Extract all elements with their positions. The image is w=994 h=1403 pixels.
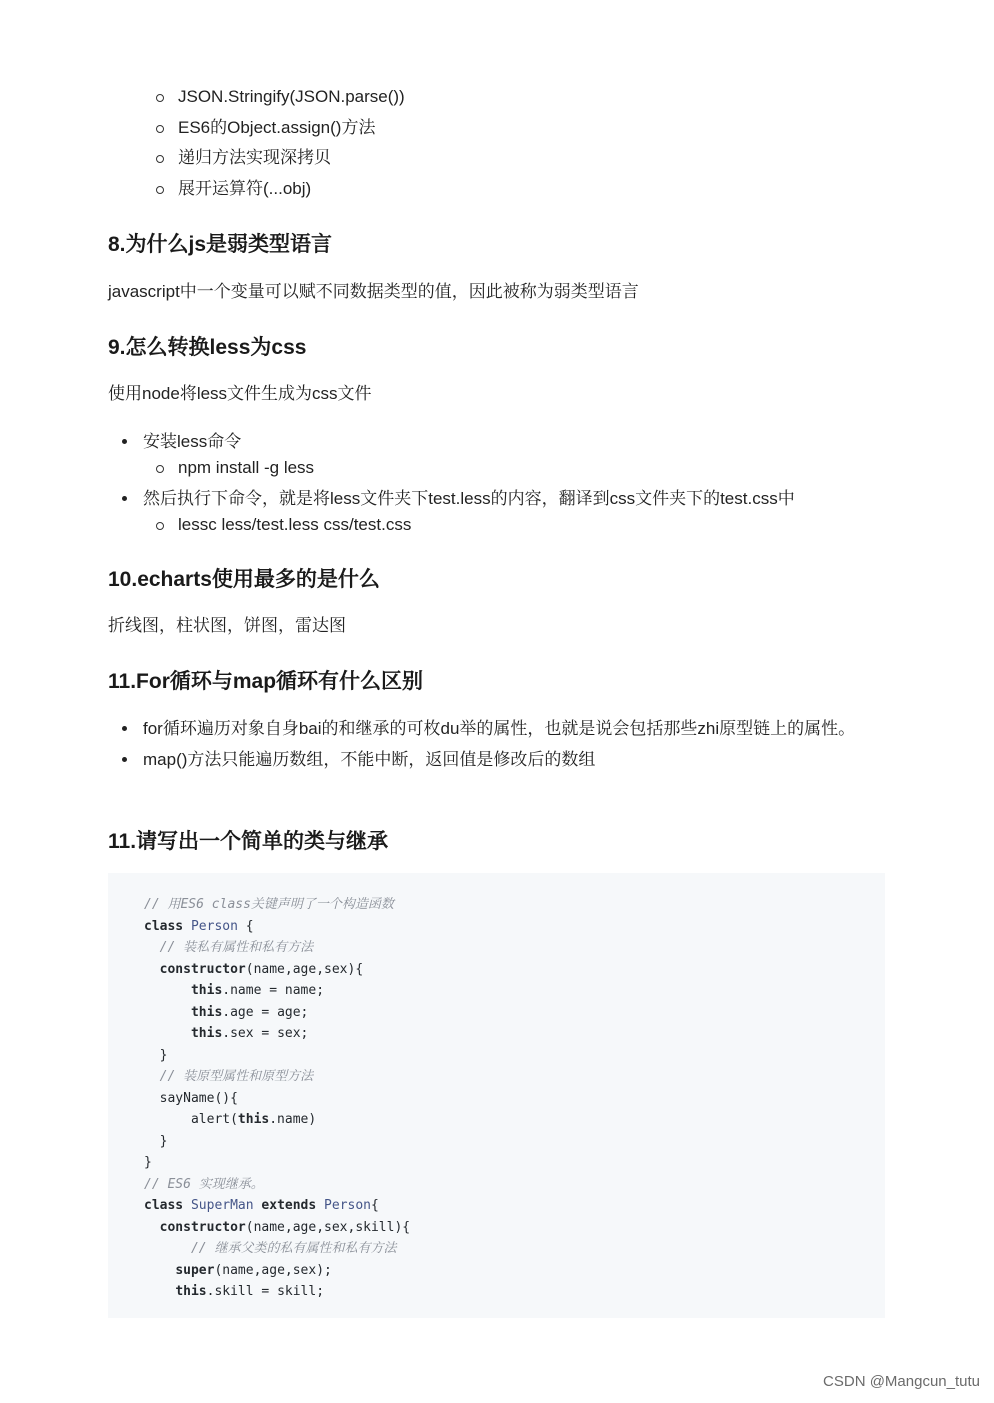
section-9-bullets [108,428,888,538]
code-token: (name,age,sex,skill){ [245,1219,411,1235]
code-line [144,1066,885,1088]
code-token: // 装私有属性和私有方法 [144,940,314,955]
watermark: CSDN @Mangcun_tutu [823,1373,980,1390]
code-line [144,1260,885,1282]
code-token: class [144,1198,184,1213]
section-8-text: javascript中一个变量可以赋不同数据类型的值，因此被称为弱类型语言 [108,282,639,301]
code-token [183,919,191,934]
list-item: for循环遍历对象自身bai的和继承的可枚du举的属性，也就是说会包括那些zhi原型链上的属性。 [108,715,868,742]
code-token: extends [261,1198,317,1213]
code-line [144,1174,885,1196]
section-11a-heading: 11.For循环与map循环有什么区别 [108,670,424,693]
list-item: 递归方法实现深拷贝 [108,143,888,174]
section-11b-heading: 11.请写出一个简单的类与继承 [108,830,389,853]
code-token: this [190,1004,223,1020]
nested-list [143,455,888,481]
code-token: // 继承父类的私有属性和私有方法 [144,1241,397,1256]
code-line [144,959,885,981]
code-token [144,1005,191,1020]
code-token: { [371,1198,379,1213]
section-11a-bullets [108,715,868,773]
code-token: (name,age,sex){ [245,961,364,977]
code-line [144,1152,885,1174]
code-token [144,1263,175,1278]
code-token: alert( [144,1112,238,1127]
nested-list [143,512,888,538]
code-line [144,1109,885,1131]
code-token: sayName(){ [144,1090,238,1106]
code-token [144,983,191,998]
code-token: .name) [269,1112,317,1127]
code-line [144,894,885,916]
code-token: (name,age,sex); [214,1262,332,1278]
bullet-text: 安装less命令 [143,432,242,451]
code-token: constructor [159,1219,246,1235]
section-9-heading: 9.怎么转换less为css [108,336,307,359]
code-line [144,1281,885,1303]
code-token: } [144,1155,152,1170]
list-item: map()方法只能遍历数组，不能中断，返回值是修改后的数组 [108,746,868,773]
section-10-heading: 10.echarts使用最多的是什么 [108,568,380,591]
section-10-text: 折线图，柱状图，饼图，雷达图 [108,616,346,635]
list-item: lessc less/test.less css/test.css [143,512,888,538]
code-token: this [190,983,223,998]
code-token: .sex = sex; [222,1026,309,1041]
code-token [316,1198,324,1213]
top-sub-list [108,82,888,204]
list-item [108,485,888,538]
code-line [144,980,885,1002]
code-token: Person [324,1198,372,1213]
code-token [144,1220,160,1235]
code-line [144,1023,885,1045]
code-line [144,1131,885,1153]
list-item: 展开运算符(...obj) [108,174,888,205]
code-token: constructor [159,961,246,977]
code-token: // ES6 实现继承。 [144,1176,264,1192]
code-token: .age = age; [222,1004,309,1020]
list-item: ES6的Object.assign()方法 [108,113,888,144]
code-line [144,1002,885,1024]
code-token: { [237,918,254,934]
code-token: Person [190,918,238,934]
code-token: } [144,1133,168,1149]
code-line [144,1195,885,1217]
code-token: this [190,1026,223,1041]
code-token: // 装原型属性和原型方法 [144,1069,314,1084]
code-token [183,1198,191,1213]
section-8-heading: 8.为什么js是弱类型语言 [108,233,333,256]
list-item: npm install -g less [143,455,888,481]
code-text [108,873,885,1303]
code-line [144,916,885,938]
code-line [144,1217,885,1239]
bullet-text: 然后执行下命令，就是将less文件夹下test.less的内容，翻译到css文件夹下的test.css中 [143,489,795,508]
code-token: SuperMan [190,1198,254,1213]
code-block [108,873,885,1318]
list-item: JSON.Stringify(JSON.parse()) [108,82,888,113]
code-token: // 用ES6 class关键声明了一个构造函数 [144,897,394,912]
code-token [144,1284,175,1299]
code-token: .name = name; [222,983,325,998]
code-token [144,1026,191,1041]
code-token: this [237,1112,270,1127]
code-token: } [144,1047,168,1063]
code-line [144,937,885,959]
section-9-text: 使用node将less文件生成为css文件 [108,384,372,403]
code-token: class [144,918,184,934]
code-line [144,1088,885,1110]
code-line [144,1238,885,1260]
list-item [108,428,888,481]
code-token: super [175,1262,215,1278]
code-token [144,962,160,977]
code-token: this [175,1284,207,1299]
code-token: .skill = skill; [206,1284,325,1299]
code-line [144,1045,885,1067]
